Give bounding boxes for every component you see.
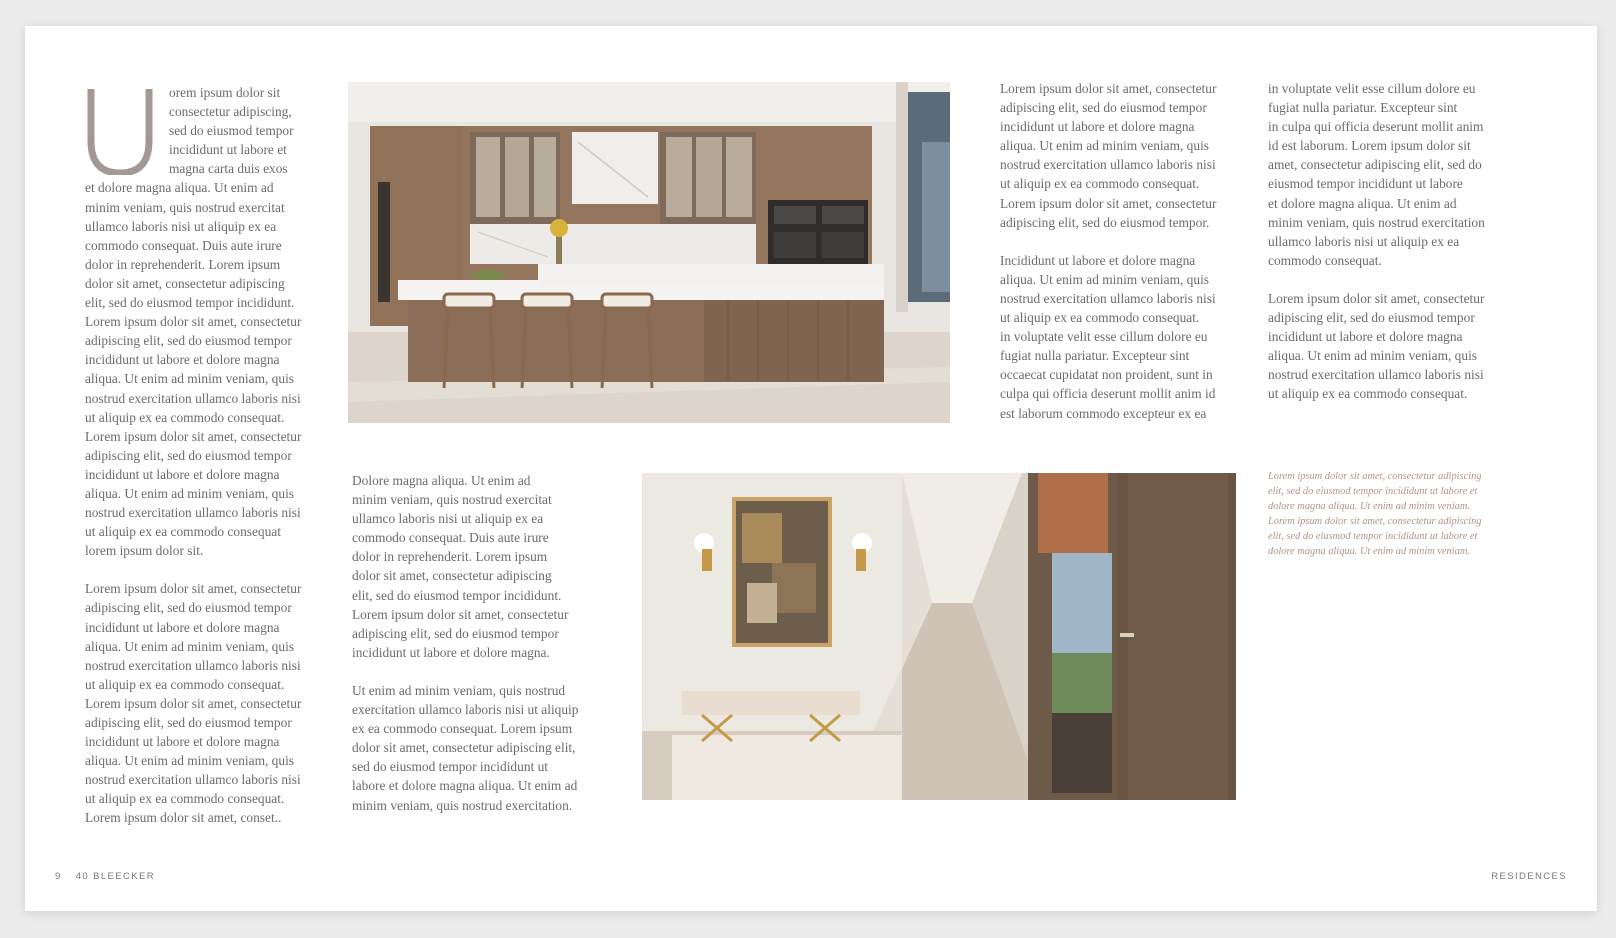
section-name: RESIDENCES <box>1491 871 1567 882</box>
right-a-paragraph-1: Lorem ipsum dolor sit amet, consectetur adipiscing elit, sed do eiusmod tempor incididunt ut labore et dolore magna aliqua. Ut enim ad minim veniam, quis nostrud exercitation ullamco laboris nisi ut aliquip ex ea commodo consequat. Lorem ipsum dolor sit amet, consectetur adipiscing elit, sed do eiusmod tempor. <box>1000 81 1217 230</box>
right-text-column-a <box>1000 79 1235 423</box>
drop-cap-glyph <box>85 87 155 175</box>
right-b-paragraph-1: in voluptate velit esse cillum dolore eu fugiat nulla pariatur. Excepteur sint in culpa qui officia deserunt mollit anim id est laborum. Lorem ipsum dolor sit amet, consectetur adipiscing elit, sed do eiusmod tempor incididunt ut labore et dolore magna aliqua. Ut enim ad minim veniam, quis nostrud exercitation ullamco laboris nisi ut aliquip ex ea commodo consequat. <box>1268 81 1485 268</box>
hallway-photo <box>642 473 1236 800</box>
photo-caption: Lorem ipsum dolor sit amet, consectetur adipiscing elit, sed do eiusmod tempor incididunt ut labore et dolore magna aliqua. Ut enim ad minim veniam. Lorem ipsum dolor sit amet, consectetur adipiscing elit, sed do eiusmod tempor incididunt ut labore et dolore magna aliqua. Ut enim ad minim veniam. <box>1268 471 1482 557</box>
dropcap-paragraph-start: orem ipsum dolor sit consectetur adipiscing, sed do eiusmod tempor incididunt ut labore et magna carta duis exos <box>169 85 294 177</box>
right-text-column-b <box>1268 79 1513 404</box>
page-number: 9 <box>55 871 62 882</box>
right-b-paragraph-2: Lorem ipsum dolor sit amet, consectetur adipiscing elit, sed do eiusmod tempor incididunt ut labore et dolore magna aliqua. Ut enim ad minim veniam, quis nostrud exercitation ullamco laboris nisi ut aliquip ex ea commodo consequat. <box>1268 290 1485 402</box>
kitchen-photo <box>348 82 950 423</box>
drop-cap <box>85 87 155 175</box>
magazine-page <box>25 26 1597 911</box>
footer-left <box>55 871 155 882</box>
middle-text-column <box>352 471 597 815</box>
publication-name: 40 BLEECKER <box>75 871 156 882</box>
left-text-column <box>85 83 330 828</box>
footer-right <box>1491 871 1567 882</box>
left-paragraph-1: et dolore magna aliqua. Ut enim ad minim veniam, quis nostrud exercitat ullamco laboris nisi ut aliquip ex ea commodo consequat. Duis aute irure dolor in reprehenderit. Lorem ipsum dolor sit amet, consectetur adipiscing elit, sed do eiusmod tempor incididunt. Lorem ipsum dolor sit amet, consectetur adipiscing elit, sed do eiusmod tempor incididunt ut labore et dolore magna aliqua. Ut enim ad minim veniam, quis nostrud exercitation ullamco laboris nisi ut aliquip ex ea commodo consequat. Lorem ipsum dolor sit amet, consectetur adipiscing elit, sed do eiusmod tempor incididunt ut labore et dolore magna aliqua. Ut enim ad minim veniam, quis nostrud exercitation ullamco laboris nisi ut aliquip ex ea commodo consequat lorem ipsum dolor sit. <box>85 180 302 559</box>
left-paragraph-2: Lorem ipsum dolor sit amet, consectetur adipiscing elit, sed do eiusmod tempor incididunt ut labore et dolore magna aliqua. Ut enim ad minim veniam, quis nostrud exercitation ullamco laboris nisi ut aliquip ex ea commodo consequat. Lorem ipsum dolor sit amet, consectetur adipiscing elit, sed do eiusmod tempor incididunt ut labore et dolore magna aliqua. Ut enim ad minim veniam, quis nostrud exercitation ullamco laboris nisi ut aliquip ex ea commodo consequat. Lorem ipsum dolor sit amet, conset.. <box>85 581 302 826</box>
right-a-paragraph-2: Incididunt ut labore et dolore magna aliqua. Ut enim ad minim veniam, quis nostrud exercitation ullamco laboris nisi ut aliquip ex ea commodo consequat. in voluptate velit esse cillum dolore eu fugiat nulla pariatur. Excepteur sint occaecat cupidatat non proident, sunt in culpa qui officia deserunt mollit anim id est laborum commodo excepteur ex ea <box>1000 252 1216 421</box>
middle-paragraph-1: Dolore magna aliqua. Ut enim ad minim veniam, quis nostrud exercitat ullamco laboris nisi ut aliquip ex ea commodo consequat. Duis aute irure dolor in reprehenderit. Lorem ipsum dolor sit amet, consectetur adipiscing elit, sed do eiusmod tempor incididunt. Lorem ipsum dolor sit amet, consectetur adipiscing elit, sed do eiusmod tempor incididunt ut labore et dolore magna. <box>352 473 569 660</box>
middle-paragraph-2: Ut enim ad minim veniam, quis nostrud exercitation ullamco laboris nisi ut aliquip ex ea commodo consequat. Lorem ipsum dolor sit amet, consectetur adipiscing elit, sed do eiusmod tempor incididunt ut labore et dolore magna aliqua. Ut enim ad minim veniam, quis nostrud exercitation. <box>352 682 579 813</box>
